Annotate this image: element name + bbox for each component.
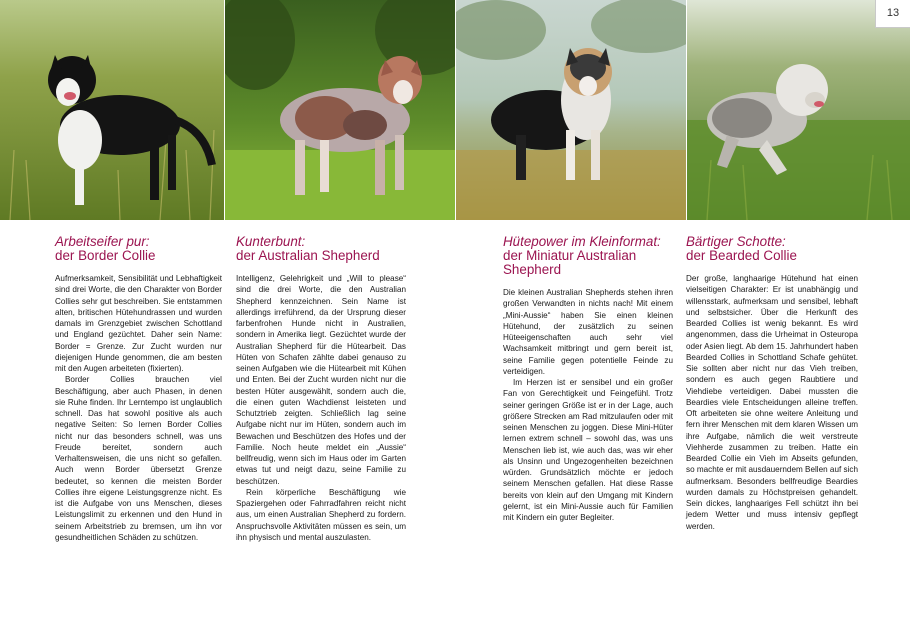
article-miniatur-australian-shepherd	[503, 235, 673, 523]
heading-line1: Arbeitseifer pur:	[55, 234, 150, 249]
miniatur-australian-shepherd-photo	[456, 0, 686, 220]
heading-line2: der Bearded Collie	[686, 248, 797, 263]
section-heading	[503, 235, 673, 277]
paragraph: Im Herzen ist er sensibel und ein großer Fan von Gerechtigkeit und Feingefühl. Trotz seiner geringen Größe ist er in der Lage, auch größere Strecken am Rad mitzulaufen oder mit seinen Menschen zu joggen. Diese Mini-Hüter lernen extrem schnell – sowohl das, was uns Menschen lieb ist, wie auch das, was wir eher als Unsinn und Ungezogenheiten bezeichnen würden. Grundsätzlich möchte er jedoch seinem Menschen gefallen. Hat diese Rasse bereits von klein auf den Umgang mit Kindern gelernt, ist ein Mini-Aussie auch für Familien mit Kindern ein guter Begleiter.	[503, 378, 673, 522]
heading-line1: Hütepower im Kleinformat:	[503, 234, 661, 249]
section-heading	[55, 235, 222, 263]
paragraph: Die kleinen Australian Shepherds stehen ihren großen Verwandten in nichts nach! Mit einem „Mini-Aussie“ haben Sie einen kleinen Hütehund, der zusätzlich zu seinen Hüteeigenschaften auch sehr viel Wachsamkeit mitbringt und gern bereit ist, seine Familie gegen potentielle Feinde zu verteidigen.	[503, 288, 673, 376]
article-body	[503, 287, 673, 523]
paragraph: Intelligenz, Gelehrigkeit und „Will to please“ sind die drei Worte, die den Australian Shepherd kennzeichnen. Sein Name ist allerdings irreführend, da der Ursprung dieser farbenfrohen Hunde nicht in Australien, sondern in Amerika liegt. Gezüchtet wurde der Australian Shepherd für die Hütearbeit. Das Hüten von Schafen zählte dabei genauso zu seinen Aufgaben wie die Hütearbeit mit Kühen und Enten. Bei der Zucht wurden nicht nur die besten Hüter ausgewählt, sondern auch die, die einen guten Wachdienst leisteten und Schutztrieb zeigten. Schließlich lag seine Aufgabe nicht nur im Hüten, sondern auch im Bewachen und Beschützen des Hofes und der Familie. Noch heute meldet ein „Aussie“ bellfreudig, wenn sich im Haus oder im Garten etwas tut und neigt dazu, seine Familie zu beschützen.	[236, 274, 406, 486]
article-body	[236, 273, 406, 543]
page-number: 13	[875, 0, 910, 28]
bearded-collie-photo	[687, 0, 910, 220]
heading-line1: Bärtiger Schotte:	[686, 234, 786, 249]
paragraph: Der große, langhaarige Hütehund hat einen vielseitigen Charakter: Er ist unabhängig und willensstark, aufmerksam und sensibel, lebhaft und selbstsicher. Über die Herkunft des Bearded Collies ist wenig bekannt. Es wird angenommen, dass die Urheimat in Osteuropa oder Asien liegt. Ab dem 15. Jahrhundert haben Bearded Collies in Schottland Schafe gehütet. Sie sollten aber nicht nur das Vieh treiben, sondern es auch gegen Raubtiere und Viehdiebe verteidigen. Dabei mussten die Beardies viele Entscheidungen alleine treffen. Oft arbeiteten sie ohne weitere Anleitung und fern ihrer Menschen mit dem klaren Wissen um ihre Aufgabe, nämlich die weit verstreute Viehherde zusammen zu treiben. Hatte ein Bearded Collie ein Vieh im Abseits gefunden, so machte er mit ausdauerndem Bellen auf sich aufmerksam. Besonders bellfreudige Beardies wurden damals zu Höchstpreisen gehandelt. Sein dickes, langhaariges Fell schützt ihn bei jedem Wetter und muss intensiv gepflegt werden.	[686, 274, 858, 531]
heading-line2: der Border Collie	[55, 248, 156, 263]
paragraph: Rein körperliche Beschäftigung wie Spaziergehen oder Fahrradfahren reicht nicht aus, um einen Australian Shepherd zu fordern. Anspruchsvolle Aktivitäten müssen es sein, um ihn physisch und mental auszulasten.	[236, 487, 406, 542]
article-body	[686, 273, 858, 532]
article-bearded-collie	[686, 235, 858, 532]
article-body	[55, 273, 222, 543]
section-heading	[236, 235, 406, 263]
photo-strip	[0, 0, 910, 220]
border-collie-photo	[0, 0, 224, 220]
heading-line1: Kunterbunt:	[236, 234, 306, 249]
section-heading	[686, 235, 858, 263]
article-border-collie	[55, 235, 222, 543]
heading-line2: der Australian Shepherd	[236, 248, 380, 263]
article-australian-shepherd	[236, 235, 406, 543]
paragraph: Border Collies brauchen viel Beschäftigung, aber auch Phasen, in denen sie Ruhe finden. Ihr Lerntempo ist unglaublich schnell. Das hat sowohl positive als auch negative Seiten: So lernen Border Collies nicht nur das besonders schnell, was uns Freude bereitet, sondern auch Verhaltensweisen, die uns nicht so gefallen. Auch wenn Border übersetzt Grenze bedeutet, so kennen die meisten Border Collies ihre eigene Leistungsgrenze nicht. Es ist die Aufgabe von uns Menschen, dieses Leistungslimit zu erkennen und den Hund in seinem Arbeitstrieb zu bremsen, um ihn vor gesundheitlichen Schäden zu schützen.	[55, 375, 222, 542]
heading-line2: der Miniatur Australian Shepherd	[503, 248, 637, 277]
paragraph: Aufmerksamkeit, Sensibilität und Lebhaftigkeit sind drei Worte, die den Charakter von Border Collies sehr gut beschreiben. Sie entstammen alten, britischen Hütehundrassen und wurden damals im Grenzgebiet zwischen Schottland und England gezüchtet. Daher sein Name: Border = Grenze. Zur Zucht wurden nur diejenigen Hunde genommen, die am besten mit den Augen arbeiteten (fixierten).	[55, 274, 222, 373]
australian-shepherd-photo	[225, 0, 455, 220]
